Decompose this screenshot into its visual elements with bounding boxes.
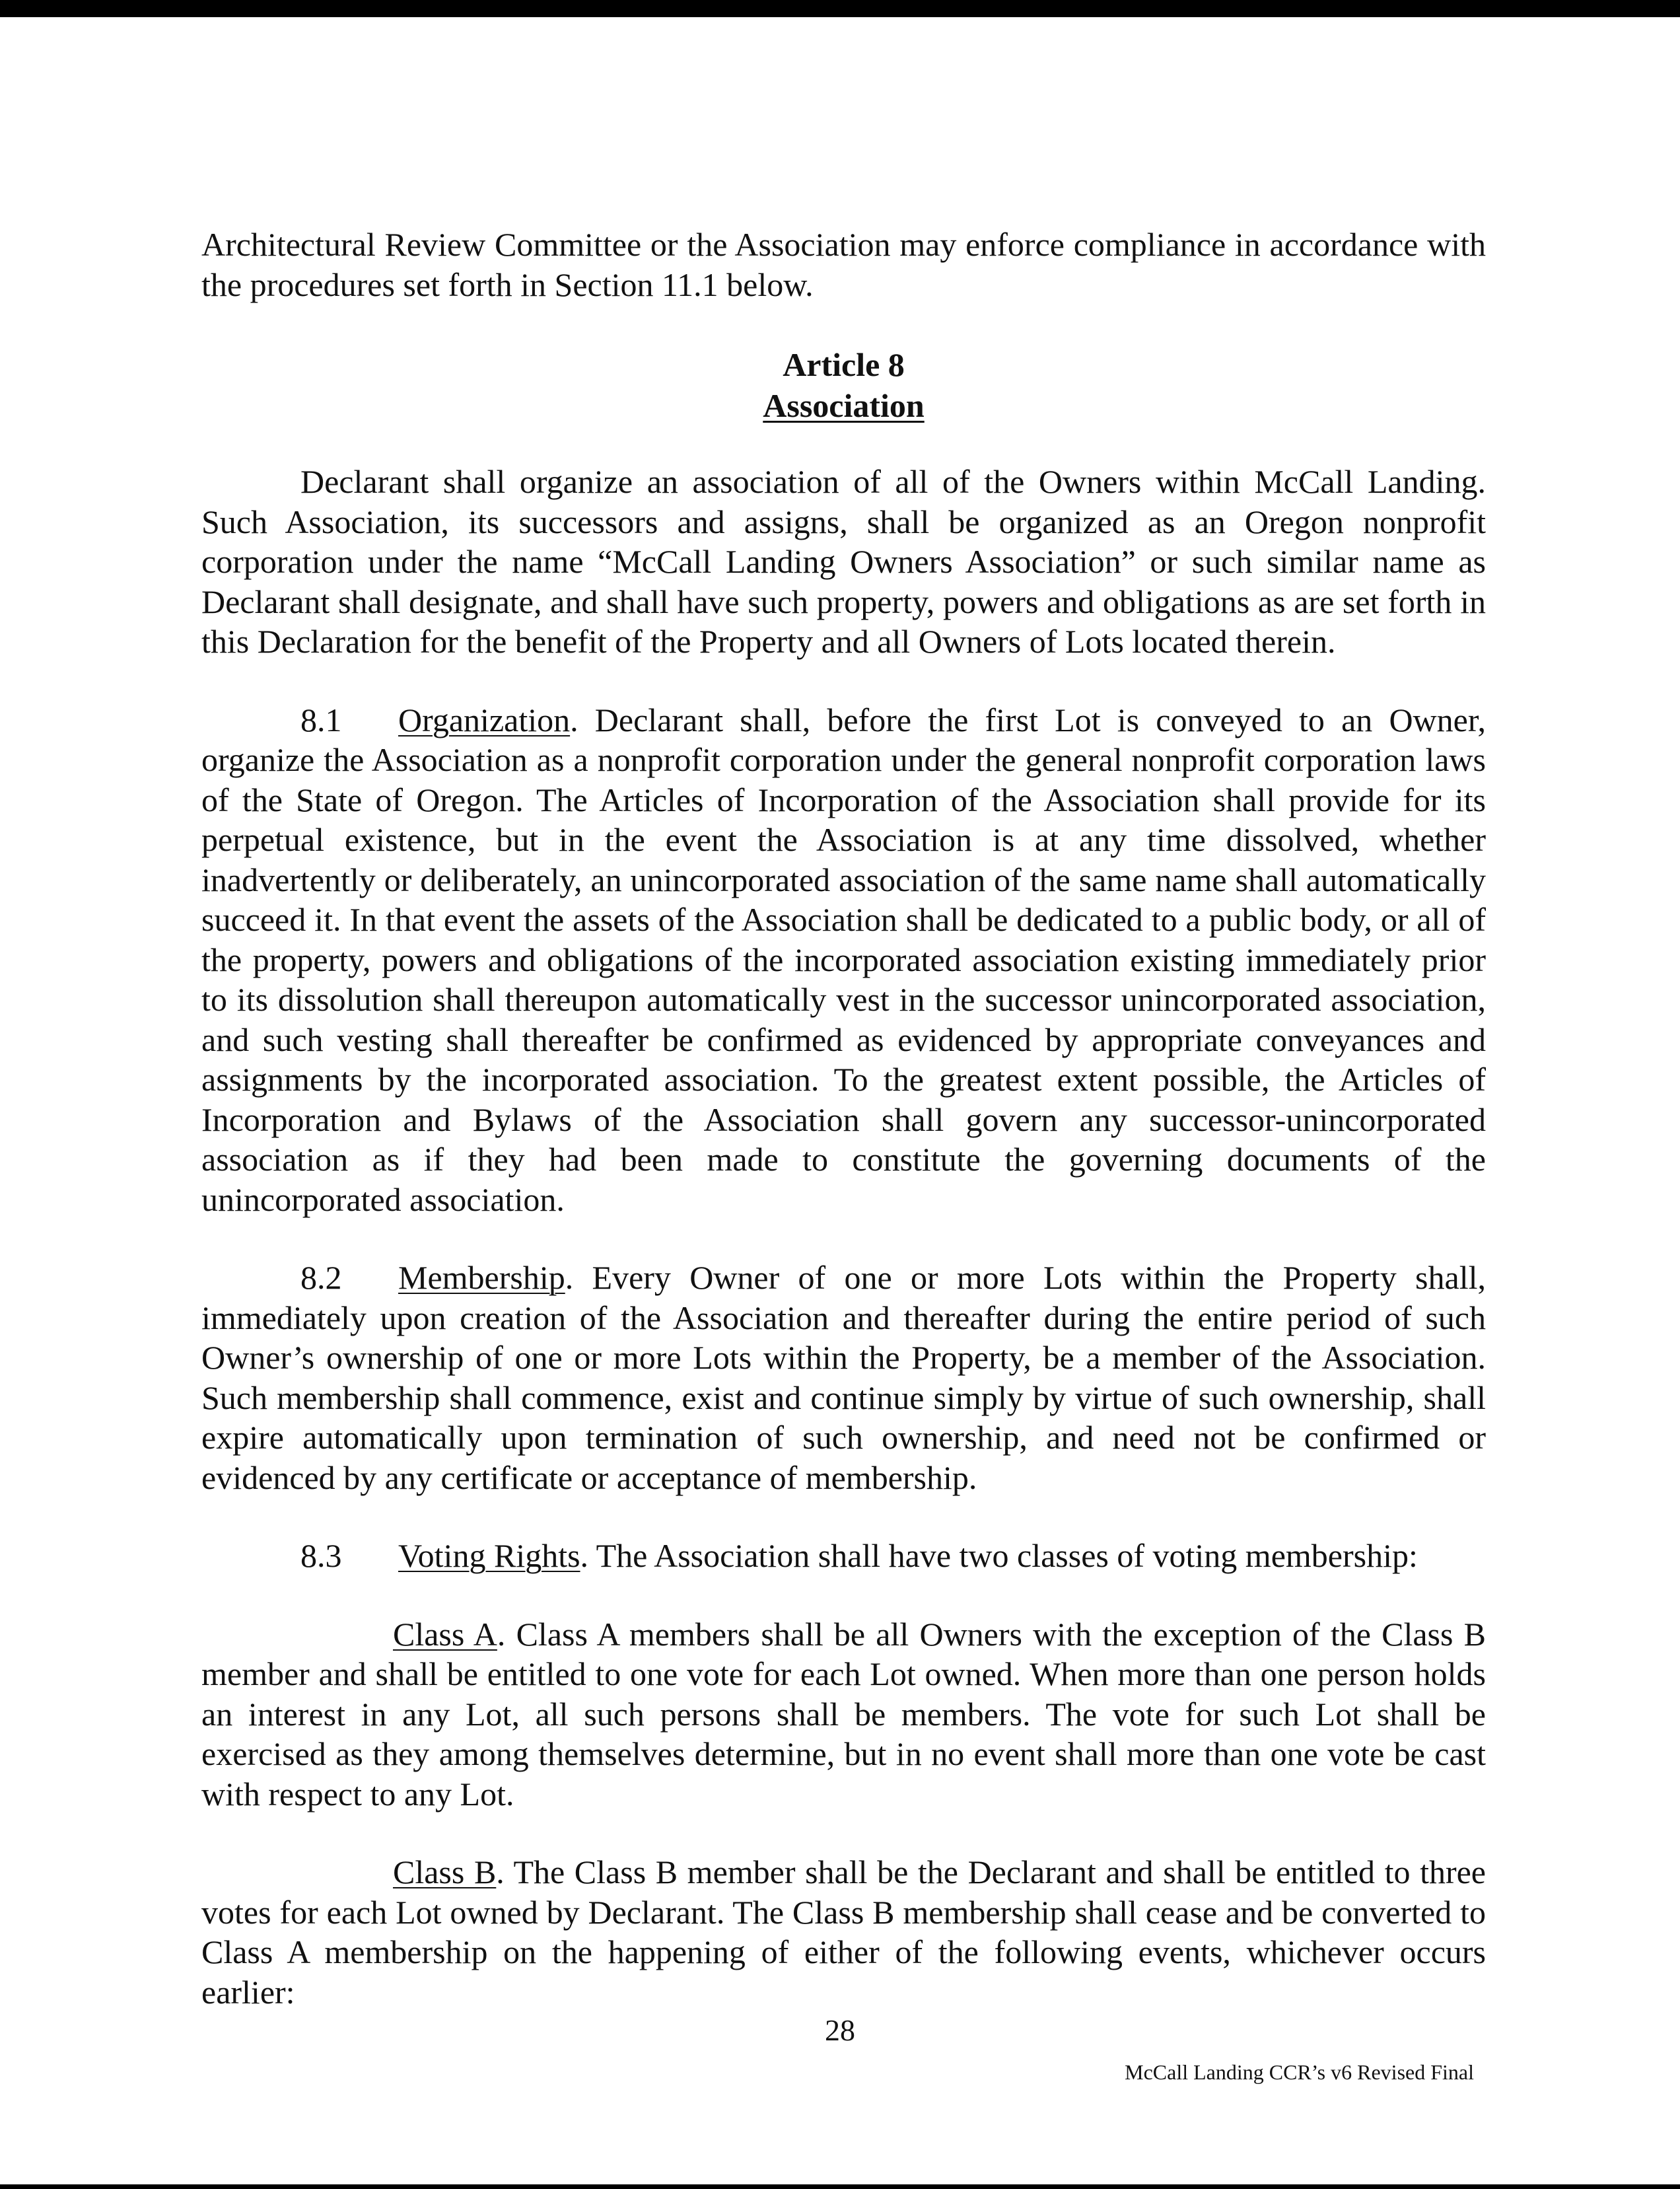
class-body: . Class A members shall be all Owners with the exception of the Class B member and shall be entitled to one vote for each Lot owned. When more than one person holds an interest in any Lot, all such persons shall be members. The vote for such Lot shall be exercised as they among themselves determine, but in no event shall more than one vote be cast with respect to any Lot. bbox=[201, 1615, 1487, 1812]
scan-top-border bbox=[0, 0, 1680, 17]
article-title: Association bbox=[763, 387, 925, 424]
section-body: . The Association shall have two classes of voting membership: bbox=[580, 1537, 1418, 1574]
section-title: Organization bbox=[398, 701, 571, 738]
intro-paragraph: Declarant shall organize an association of all of the Owners within McCall Landing. Such Association, its successors and assigns, shall be organized as an Oregon nonprofit corporation under the name “McCall Landing Owners Association” or such similar name as Declarant shall designate, and shall have such property, powers and obligations as are set forth in this Declaration for the benefit of the Property and all Owners of Lots located therein. bbox=[201, 463, 1486, 660]
section-number: 8.2 bbox=[300, 1259, 342, 1296]
section-body: . Every Owner of one or more Lots within the Property shall, immediately upon creation of the Association and thereafter during the entire period of such Owner’s ownership of one or more Lots within the Property, be a member of the Association. Such membership shall commence, exist and continue simply by virtue of such ownership, shall expire automatically upon termination of such ownership, and need not be confirmed or evidenced by any certificate or acceptance of membership. bbox=[201, 1259, 1486, 1496]
section-8-1 bbox=[201, 700, 1486, 1220]
article-heading bbox=[201, 344, 1486, 426]
footer-document-name: McCall Landing CCR’s v6 Revised Final bbox=[1125, 2060, 1474, 2084]
class-b-paragraph bbox=[201, 1852, 1486, 2012]
scan-bottom-border bbox=[0, 2184, 1680, 2189]
class-a-paragraph bbox=[201, 1614, 1486, 1814]
section-number: 8.1 bbox=[300, 701, 342, 738]
section-number: 8.3 bbox=[300, 1537, 342, 1574]
section-8-2 bbox=[201, 1258, 1486, 1497]
class-body: . The Class B member shall be the Declarant and shall be entitled to three votes for each Lot owned by Declarant. The Class B membership shall cease and be converted to Class A membership on the happening of either of the following events, whichever occurs earlier: bbox=[201, 1853, 1486, 2011]
document-page-body bbox=[201, 225, 1486, 2050]
article-number: Article 8 bbox=[783, 346, 905, 383]
section-title: Membership bbox=[398, 1259, 565, 1296]
section-8-3 bbox=[201, 1536, 1486, 1576]
continuation-paragraph: Architectural Review Committee or the Association may enforce compliance in accordance with the procedures set forth in Section 11.1 below. bbox=[201, 226, 1486, 303]
class-title: Class B bbox=[393, 1853, 497, 1890]
section-body: . Declarant shall, before the first Lot is conveyed to an Owner, organize the Association as a nonprofit corporation under the general nonprofit corporation laws of the State of Oregon. The Articles of Incorporation of the Association shall provide for its perpetual existence, but in the event the Association is at any time dissolved, whether inadvertently or deliberately, an unincorporated association of the same name shall automatically succeed it. In that event the assets of the Association shall be dedicated to a public body, or all of the property, powers and obligations of the incorporated association existing immediately prior to its dissolution shall thereupon automatically vest in the successor unincorporated association, and such vesting shall thereafter be confirmed as evidenced by appropriate conveyances and assignments by the incorporated association. To the greatest extent possible, the Articles of Incorporation and Bylaws of the Association shall govern any successor-unincorporated association as if they had been made to constitute the governing documents of the unincorporated association. bbox=[201, 701, 1486, 1218]
section-title: Voting Rights bbox=[398, 1537, 580, 1574]
page-number: 28 bbox=[825, 2013, 855, 2047]
class-title: Class A bbox=[393, 1615, 497, 1653]
